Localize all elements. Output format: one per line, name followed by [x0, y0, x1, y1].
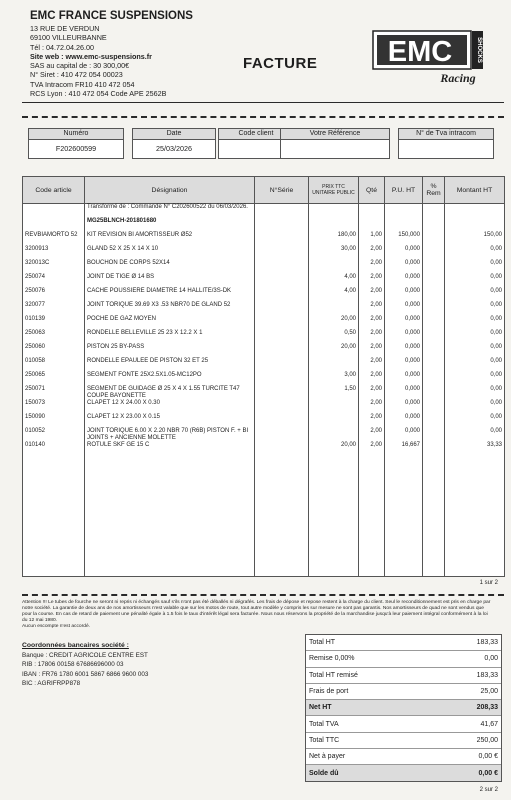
totals-label: Net HT — [309, 704, 332, 712]
item-designation: POCHE DE GAZ MOYEN — [85, 316, 255, 330]
item-discount — [423, 400, 445, 414]
totals-row — [306, 668, 501, 684]
item-unit-price: 0,000 — [385, 246, 423, 260]
item-unit-price: 0,000 — [385, 316, 423, 330]
item-unit-price: 0,000 — [385, 414, 423, 428]
bank-line: Banque : CREDIT AGRICOLE CENTRE EST — [22, 651, 148, 659]
item-designation: BOUCHON DE CORPS 52X14 — [85, 260, 255, 274]
item-amount: 0,00 — [445, 246, 505, 260]
item-discount — [423, 386, 445, 400]
item-qty — [359, 204, 385, 219]
table-row — [23, 218, 505, 232]
col-header-discount: % Rem — [423, 177, 445, 204]
totals-box — [305, 634, 502, 782]
item-designation: RONDELLE BELLEVILLE 25 23 X 12.2 X 1 — [85, 330, 255, 344]
item-code: 3200913 — [23, 246, 85, 260]
totals-row — [306, 700, 501, 716]
meta-reference: Votre Référence — [280, 128, 390, 159]
document-title: FACTURE — [243, 55, 318, 72]
item-unit-price — [385, 218, 423, 232]
item-qty: 2,00 — [359, 288, 385, 302]
item-discount — [423, 358, 445, 372]
item-designation: CLAPET 12 X 23.00 X 0.15 — [85, 414, 255, 428]
item-discount — [423, 218, 445, 232]
item-discount — [423, 288, 445, 302]
item-discount — [423, 246, 445, 260]
item-amount: 33,33 — [445, 442, 505, 456]
header-rule — [22, 102, 504, 103]
totals-value: 0,00 — [484, 655, 498, 663]
col-header-designation: Désignation — [85, 177, 255, 204]
totals-value: 0,00 € — [478, 753, 498, 761]
table-row — [23, 330, 505, 344]
item-public-price: 1,50 — [309, 386, 359, 400]
company-website: Site web : www.emc-suspensions.fr — [30, 51, 152, 61]
totals-label: Net à payer — [309, 753, 346, 761]
item-code: 250065 — [23, 372, 85, 386]
item-public-price: 4,00 — [309, 274, 359, 288]
totals-label: Remise 0,00% — [309, 655, 355, 663]
item-code: 010058 — [23, 358, 85, 372]
item-unit-price: 0,000 — [385, 358, 423, 372]
item-public-price: 20,00 — [309, 344, 359, 358]
totals-label: Total HT remisé — [309, 671, 358, 679]
table-row — [23, 204, 505, 219]
item-designation: MG25BLNCH-201801680 — [85, 218, 255, 232]
company-name: EMC FRANCE SUSPENSIONS — [30, 10, 193, 22]
item-discount — [423, 428, 445, 442]
item-discount — [423, 344, 445, 358]
item-discount — [423, 302, 445, 316]
item-serial — [255, 358, 309, 372]
totals-label: Total TVA — [309, 720, 339, 728]
meta-client-code: Code client — [218, 128, 294, 159]
totals-row — [306, 749, 501, 765]
footer-dash-rule — [22, 594, 504, 596]
col-header-public-price: PRIX TTC UNITAIRE PUBLIC — [309, 177, 359, 204]
item-serial — [255, 260, 309, 274]
item-designation: CLAPET 12 X 24.00 X 0.30 — [85, 400, 255, 414]
item-code: 150073 — [23, 400, 85, 414]
bank-line: RIB : 17806 00158 67686696000 03 — [22, 661, 124, 669]
item-public-price: 0,50 — [309, 330, 359, 344]
totals-row — [306, 765, 501, 780]
item-discount — [423, 372, 445, 386]
item-code: 250063 — [23, 330, 85, 344]
item-code: 010052 — [23, 428, 85, 442]
item-discount — [423, 204, 445, 219]
totals-value: 183,33 — [476, 671, 498, 679]
item-serial — [255, 246, 309, 260]
table-row — [23, 274, 505, 288]
table-row — [23, 414, 505, 428]
item-serial — [255, 288, 309, 302]
company-vat: TVA Intracom FR10 410 472 054 — [30, 79, 135, 89]
item-designation: JOINT TORIQUE 39.69 X3 .53 NBR70 DE GLAND 52 — [85, 302, 255, 316]
company-block — [30, 10, 260, 98]
item-qty: 2,00 — [359, 414, 385, 428]
item-amount: 0,00 — [445, 414, 505, 428]
item-serial — [255, 316, 309, 330]
item-public-price — [309, 218, 359, 232]
item-unit-price: 0,000 — [385, 344, 423, 358]
company-siret: N° Siret : 410 472 054 00023 — [30, 70, 123, 80]
svg-text:SHOCKS: SHOCKS — [476, 37, 482, 63]
item-designation: CACHE POUSSIERE DIAMETRE 14 HALLITE/3S-DK — [85, 288, 255, 302]
table-header-row — [23, 177, 505, 204]
totals-value: 41,67 — [480, 720, 498, 728]
item-code: REVBIAMORTO 52 — [23, 232, 85, 246]
item-serial — [255, 386, 309, 400]
item-code: 150090 — [23, 414, 85, 428]
item-qty: 2,00 — [359, 344, 385, 358]
item-public-price — [309, 414, 359, 428]
col-header-code: Code article — [23, 177, 85, 204]
item-serial — [255, 400, 309, 414]
col-header-amount: Montant HT — [445, 177, 505, 204]
company-phone: Tél : 04.72.04.26.00 — [30, 42, 94, 52]
table-row — [23, 288, 505, 302]
item-qty — [359, 218, 385, 232]
item-code — [23, 204, 85, 219]
item-amount: 0,00 — [445, 316, 505, 330]
item-serial — [255, 218, 309, 232]
item-amount: 0,00 — [445, 400, 505, 414]
item-discount — [423, 330, 445, 344]
item-qty: 2,00 — [359, 442, 385, 456]
invoice-number: F202600599 — [28, 140, 124, 159]
item-serial — [255, 274, 309, 288]
item-serial — [255, 442, 309, 456]
item-designation: PISTON 25 BY-PASS — [85, 344, 255, 358]
col-header-unit-price: P.U. HT — [385, 177, 423, 204]
meta-number: Numéro F202600599 — [28, 128, 124, 159]
table-blank-space — [23, 456, 505, 577]
item-designation: JOINT TORIQUE 6.00 X 2.20 NBR 70 (R6B) PISTON F. + BI JOINTS + ANCIENNE MOLETTE — [85, 428, 255, 442]
item-code: 250071 — [23, 386, 85, 400]
item-qty: 1,00 — [359, 232, 385, 246]
item-amount: 0,00 — [445, 330, 505, 344]
item-qty: 2,00 — [359, 330, 385, 344]
item-designation: JOINT DE TIGE Ø 14 BS — [85, 274, 255, 288]
item-qty: 2,00 — [359, 428, 385, 442]
item-discount — [423, 274, 445, 288]
item-code — [23, 218, 85, 232]
table-row — [23, 400, 505, 414]
item-unit-price: 150,000 — [385, 232, 423, 246]
col-header-serial: N°Série — [255, 177, 309, 204]
item-qty: 2,00 — [359, 316, 385, 330]
item-public-price — [309, 400, 359, 414]
totals-value: 0,00 € — [478, 769, 498, 777]
item-amount: 0,00 — [445, 260, 505, 274]
item-qty: 2,00 — [359, 386, 385, 400]
item-code: 320013C — [23, 260, 85, 274]
totals-row — [306, 684, 501, 700]
item-public-price: 4,00 — [309, 288, 359, 302]
totals-row — [306, 635, 501, 651]
table-row — [23, 302, 505, 316]
legal-text: Attention !!! Le tubes de fourche ne seront ni repris ni échangés sauf s'ils n'ont pas été déballés ni dégrafés. Les frais de dépose et repose restent à la charge du client. Seul le reconditionnement est pris en charge par notre société. La garantie de deux ans de nos amortisseurs n'est valable que sur les motos de route, tout autre modèle y compris les sur mesure ne sont pas garantis. Nos amortisseurs de quad ne sont vendus que pour la course. En cas de retard de paiement une pénalité égale à 1.5 fois le taux d'intérêt légal sera facturée. Nous nous réservons la propriété de la marchandise jusqu'à leur paiement intégral conformément à la loi du 12 mai 1980. — [22, 600, 491, 624]
company-capital: SAS au capital de : 30 300,00€ — [30, 61, 130, 71]
totals-value: 183,33 — [476, 639, 498, 647]
item-amount: 150,00 — [445, 232, 505, 246]
item-unit-price: 16,667 — [385, 442, 423, 456]
table-row — [23, 442, 505, 456]
bank-details — [22, 641, 292, 689]
totals-row — [306, 651, 501, 667]
meta-date: Date 25/03/2026 — [132, 128, 216, 159]
totals-label: Solde dû — [309, 769, 339, 777]
svg-text:Racing: Racing — [440, 71, 476, 85]
item-amount — [445, 218, 505, 232]
item-public-price: 3,00 — [309, 372, 359, 386]
item-amount: 0,00 — [445, 344, 505, 358]
table-row — [23, 232, 505, 246]
item-unit-price: 0,000 — [385, 330, 423, 344]
item-amount: 0,00 — [445, 386, 505, 400]
item-designation: Transformé de : Commande N° C202600522 du 06/03/2026. — [85, 204, 255, 219]
item-serial — [255, 344, 309, 358]
item-qty: 2,00 — [359, 302, 385, 316]
item-designation: RONDELLE EPAULEE DE PISTON 32 ET 25 — [85, 358, 255, 372]
item-discount — [423, 414, 445, 428]
emc-logo — [372, 30, 484, 90]
item-qty: 2,00 — [359, 260, 385, 274]
item-code: 250076 — [23, 288, 85, 302]
page-indicator: 1 sur 2 — [479, 580, 498, 586]
item-discount — [423, 232, 445, 246]
invoice-items-table — [22, 176, 505, 577]
totals-value: 25,00 — [480, 688, 498, 696]
item-designation: GLAND 52 X 25 X 14 X 10 — [85, 246, 255, 260]
item-amount: 0,00 — [445, 274, 505, 288]
table-row — [23, 246, 505, 260]
item-amount: 0,00 — [445, 302, 505, 316]
meta-vat-number: N° de Tva intracom — [398, 128, 494, 159]
item-code: 250074 — [23, 274, 85, 288]
totals-value: 250,00 — [476, 736, 498, 744]
item-serial — [255, 204, 309, 219]
item-public-price: 20,00 — [309, 442, 359, 456]
item-qty: 2,00 — [359, 372, 385, 386]
legal-note: Aucun escompte n'est accordé. — [22, 624, 91, 630]
item-code: 320077 — [23, 302, 85, 316]
item-code: 250060 — [23, 344, 85, 358]
company-address-line: 69100 VILLEURBANNE — [30, 33, 107, 43]
item-discount — [423, 316, 445, 330]
bank-line: IBAN : FR76 1780 6001 5867 6866 9600 003 — [22, 670, 149, 678]
totals-label: Frais de port — [309, 688, 349, 696]
table-row — [23, 428, 505, 442]
item-qty: 2,00 — [359, 400, 385, 414]
item-serial — [255, 232, 309, 246]
legal-notice — [22, 600, 492, 630]
item-qty: 2,00 — [359, 358, 385, 372]
table-row — [23, 344, 505, 358]
item-designation: SEGMENT FONTE 25X2.5X1.05-MC12PO — [85, 372, 255, 386]
item-serial — [255, 414, 309, 428]
item-unit-price — [385, 204, 423, 219]
totals-row — [306, 733, 501, 749]
item-public-price — [309, 260, 359, 274]
item-public-price: 30,00 — [309, 246, 359, 260]
item-discount — [423, 442, 445, 456]
item-public-price: 180,00 — [309, 232, 359, 246]
item-serial — [255, 428, 309, 442]
item-unit-price: 0,000 — [385, 274, 423, 288]
table-row — [23, 358, 505, 372]
item-serial — [255, 330, 309, 344]
item-amount: 0,00 — [445, 358, 505, 372]
item-unit-price: 0,000 — [385, 428, 423, 442]
item-serial — [255, 302, 309, 316]
item-amount: 0,00 — [445, 428, 505, 442]
item-serial — [255, 372, 309, 386]
svg-text:EMC: EMC — [387, 36, 453, 68]
item-public-price — [309, 358, 359, 372]
item-amount: 0,00 — [445, 372, 505, 386]
item-public-price: 20,00 — [309, 316, 359, 330]
table-row — [23, 386, 505, 400]
item-code: 010140 — [23, 442, 85, 456]
item-designation: ROTULE SKF GE 15 C — [85, 442, 255, 456]
item-qty: 2,00 — [359, 246, 385, 260]
item-discount — [423, 260, 445, 274]
item-unit-price: 0,000 — [385, 400, 423, 414]
page-indicator: 2 sur 2 — [479, 787, 498, 793]
table-row — [23, 372, 505, 386]
bank-title: Coordonnées bancaires société : — [22, 642, 129, 649]
item-amount — [445, 204, 505, 219]
item-designation: SEGMENT DE GUIDAGE Ø 25 X 4 X 1.55 TURCITE T47 COUPE BAYONETTE — [85, 386, 255, 400]
totals-row — [306, 716, 501, 732]
table-row — [23, 316, 505, 330]
item-qty: 2,00 — [359, 274, 385, 288]
bank-line: BIC : AGRIFRPP878 — [22, 680, 81, 688]
item-unit-price: 0,000 — [385, 372, 423, 386]
item-unit-price: 0,000 — [385, 288, 423, 302]
col-header-qty: Qté — [359, 177, 385, 204]
totals-label: Total HT — [309, 639, 336, 647]
header-dash-rule — [22, 116, 504, 118]
item-unit-price: 0,000 — [385, 260, 423, 274]
company-rcs: RCS Lyon : 410 472 054 Code APE 2562B — [30, 89, 167, 99]
item-public-price — [309, 428, 359, 442]
item-designation: KIT REVISION BI AMORTISSEUR Ø52 — [85, 232, 255, 246]
table-body — [23, 204, 505, 577]
totals-value: 208,33 — [476, 704, 498, 712]
totals-label: Total TTC — [309, 736, 340, 744]
item-unit-price: 0,000 — [385, 386, 423, 400]
item-amount: 0,00 — [445, 288, 505, 302]
table-row — [23, 260, 505, 274]
company-address-line: 13 RUE DE VERDUN — [30, 24, 100, 33]
invoice-date: 25/03/2026 — [132, 140, 216, 159]
item-public-price — [309, 204, 359, 219]
item-unit-price: 0,000 — [385, 302, 423, 316]
item-code: 010139 — [23, 316, 85, 330]
item-public-price — [309, 302, 359, 316]
